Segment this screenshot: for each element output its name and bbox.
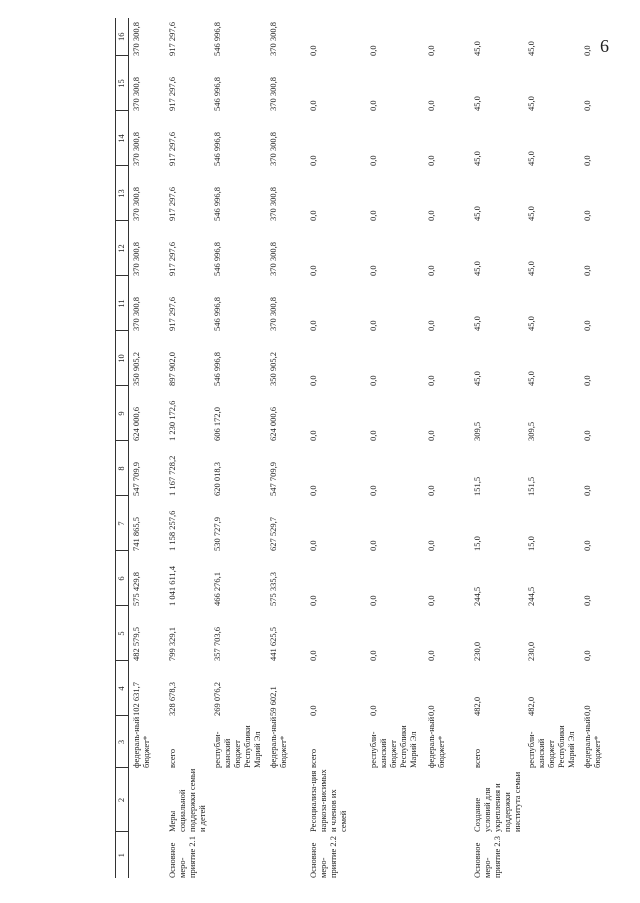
value-cell: 0,0	[307, 320, 318, 331]
value-cell: 45,0	[471, 371, 482, 386]
value-cell: 45,0	[525, 151, 536, 166]
value-cell: 0,0	[581, 485, 592, 496]
funding-source-cell: федераль-ный бюджет*	[581, 716, 602, 768]
value-cell: 0,0	[425, 430, 436, 441]
value-cell: 0,0	[425, 485, 436, 496]
funding-source-cell: федераль-ный бюджет*	[425, 716, 446, 768]
value-cell: 0,0	[367, 705, 378, 716]
value-cell: 0,0	[581, 265, 592, 276]
measure-name-cell	[210, 768, 266, 832]
measure-name-cell	[524, 768, 580, 832]
column-header: 12	[116, 221, 129, 276]
value-cell: 1 230 172,6	[166, 400, 177, 441]
value-cell: 0,0	[367, 650, 378, 661]
value-cell: 230,0	[471, 641, 482, 661]
value-cell: 45,0	[471, 261, 482, 276]
value-cell: 309,5	[471, 421, 482, 441]
funding-source-cell: федераль-ный бюджет*	[131, 716, 151, 768]
value-cell: 0,0	[367, 100, 378, 111]
value-cell: 1 158 257,6	[166, 510, 177, 551]
value-cell: 244,5	[471, 586, 482, 606]
value-cell: 45,0	[471, 151, 482, 166]
value-cell: 370 300,8	[131, 242, 141, 276]
measure-number-cell	[129, 832, 165, 878]
measure-number-cell	[366, 832, 424, 878]
measure-name-cell	[424, 768, 470, 832]
budget-table	[115, 18, 626, 878]
value-cell: 799 329,1	[166, 627, 177, 661]
measure-name-cell	[266, 768, 306, 832]
value-cell: 917 297,6	[166, 297, 177, 331]
table-row	[424, 18, 470, 878]
value-cell: 370 300,8	[131, 297, 141, 331]
value-cell: 0,0	[307, 210, 318, 221]
value-cell: 0,0	[367, 320, 378, 331]
funding-source-cell: всего	[471, 748, 482, 768]
value-cell: 1 167 728,2	[166, 455, 177, 496]
value-cell: 370 300,8	[131, 77, 141, 111]
value-cell: 59 602,1	[267, 686, 278, 716]
value-cell: 370 300,8	[267, 242, 278, 276]
value-cell: 0,0	[425, 595, 436, 606]
table-row	[306, 18, 366, 878]
value-cell: 357 703,6	[211, 627, 222, 661]
value-cell: 917 297,6	[166, 132, 177, 166]
measure-name-cell: Меры социальной поддержки семьи и детей	[166, 768, 207, 832]
value-cell: 45,0	[525, 371, 536, 386]
table-row	[129, 18, 165, 878]
value-cell: 627 529,7	[267, 517, 278, 551]
value-cell: 0,0	[307, 375, 318, 386]
value-cell: 45,0	[471, 96, 482, 111]
value-cell: 466 276,1	[211, 572, 222, 606]
value-cell: 230,0	[525, 641, 536, 661]
table-row	[266, 18, 306, 878]
value-cell: 546 996,8	[211, 242, 222, 276]
value-cell: 0,0	[581, 595, 592, 606]
value-cell: 370 300,8	[267, 187, 278, 221]
value-cell: 546 996,8	[211, 22, 222, 56]
value-cell: 741 865,5	[131, 517, 141, 551]
value-cell: 0,0	[581, 210, 592, 221]
column-header: 6	[116, 551, 129, 606]
value-cell: 546 996,8	[211, 187, 222, 221]
funding-source-cell: республи-канский бюджет Республики Марий Эл	[525, 725, 576, 768]
value-cell: 0,0	[425, 45, 436, 56]
column-header: 4	[116, 661, 129, 716]
measure-name-cell	[129, 768, 165, 832]
value-cell: 0,0	[425, 650, 436, 661]
value-cell: 0,0	[367, 485, 378, 496]
column-header: 14	[116, 111, 129, 166]
column-number-row	[116, 18, 129, 878]
value-cell: 917 297,6	[166, 22, 177, 56]
value-cell: 575 429,8	[131, 572, 141, 606]
table-row	[210, 18, 266, 878]
value-cell: 0,0	[425, 265, 436, 276]
value-cell: 0,0	[307, 540, 318, 551]
column-header: 15	[116, 56, 129, 111]
value-cell: 624 000,6	[131, 407, 141, 441]
value-cell: 1 041 611,4	[166, 565, 177, 606]
value-cell: 0,0	[581, 650, 592, 661]
value-cell: 0,0	[425, 705, 436, 716]
page-number: 6	[600, 36, 609, 56]
value-cell: 0,0	[367, 210, 378, 221]
value-cell: 530 727,9	[211, 517, 222, 551]
value-cell: 45,0	[471, 206, 482, 221]
value-cell: 370 300,8	[267, 22, 278, 56]
column-header: 10	[116, 331, 129, 386]
value-cell: 0,0	[581, 155, 592, 166]
funding-source-cell: федераль-ный бюджет*	[267, 716, 288, 768]
measure-number-cell	[424, 832, 470, 878]
column-header: 7	[116, 496, 129, 551]
value-cell: 370 300,8	[131, 22, 141, 56]
value-cell: 45,0	[471, 316, 482, 331]
value-cell: 0,0	[581, 45, 592, 56]
table-body	[129, 18, 626, 878]
value-cell: 546 996,8	[211, 297, 222, 331]
value-cell: 546 996,8	[211, 77, 222, 111]
value-cell: 0,0	[367, 595, 378, 606]
value-cell: 309,5	[525, 421, 536, 441]
measure-name-cell: Ресоциализа-ция наркоза-висимых и членов их семей	[307, 769, 348, 832]
value-cell: 45,0	[525, 316, 536, 331]
value-cell: 0,0	[425, 100, 436, 111]
value-cell: 45,0	[471, 41, 482, 56]
measure-name-cell: Создание условий для укрепления и поддержки института семьи	[471, 771, 522, 832]
value-cell: 244,5	[525, 586, 536, 606]
column-header: 11	[116, 276, 129, 331]
measure-number-cell	[524, 832, 580, 878]
value-cell: 102 631,7	[131, 682, 141, 716]
value-cell: 0,0	[307, 265, 318, 276]
value-cell: 0,0	[581, 540, 592, 551]
value-cell: 0,0	[307, 100, 318, 111]
value-cell: 0,0	[307, 705, 318, 716]
value-cell: 151,5	[525, 476, 536, 496]
column-header: 9	[116, 386, 129, 441]
value-cell: 370 300,8	[131, 187, 141, 221]
value-cell: 0,0	[581, 430, 592, 441]
funding-source-cell: республи-канский бюджет Республики Марий Эл	[211, 725, 262, 768]
column-header: 13	[116, 166, 129, 221]
value-cell: 0,0	[425, 540, 436, 551]
value-cell: 350 905,2	[267, 352, 278, 386]
value-cell: 45,0	[525, 96, 536, 111]
measure-number-cell	[266, 832, 306, 878]
value-cell: 547 709,9	[267, 462, 278, 496]
value-cell: 0,0	[367, 45, 378, 56]
measure-number-cell	[580, 832, 626, 878]
value-cell: 0,0	[307, 485, 318, 496]
value-cell: 0,0	[581, 320, 592, 331]
value-cell: 269 076,2	[211, 682, 222, 716]
value-cell: 370 300,8	[267, 132, 278, 166]
value-cell: 0,0	[367, 540, 378, 551]
value-cell: 897 902,0	[166, 352, 177, 386]
value-cell: 546 996,8	[211, 132, 222, 166]
measure-name-cell	[580, 768, 626, 832]
value-cell: 0,0	[307, 45, 318, 56]
value-cell: 482,0	[525, 696, 536, 716]
column-header: 2	[116, 768, 129, 832]
value-cell: 0,0	[581, 705, 592, 716]
value-cell: 0,0	[367, 430, 378, 441]
value-cell: 151,5	[471, 476, 482, 496]
value-cell: 0,0	[425, 155, 436, 166]
value-cell: 0,0	[307, 650, 318, 661]
column-header: 3	[116, 716, 129, 768]
column-header: 8	[116, 441, 129, 496]
value-cell: 0,0	[581, 100, 592, 111]
value-cell: 0,0	[367, 155, 378, 166]
table-row	[470, 18, 524, 878]
value-cell: 15,0	[471, 536, 482, 551]
value-cell: 575 335,3	[267, 572, 278, 606]
value-cell: 441 625,5	[267, 627, 278, 661]
value-cell: 0,0	[425, 375, 436, 386]
measure-number-cell: Основное меро-приятие 2.1	[166, 835, 197, 878]
value-cell: 0,0	[307, 155, 318, 166]
value-cell: 0,0	[367, 265, 378, 276]
value-cell: 546 996,8	[211, 352, 222, 386]
value-cell: 45,0	[525, 261, 536, 276]
measure-number-cell: Основное меро-приятие 2.3	[471, 835, 502, 878]
value-cell: 547 709,9	[131, 462, 141, 496]
column-header: 1	[116, 832, 129, 878]
value-cell: 624 000,6	[267, 407, 278, 441]
value-cell: 328 678,3	[166, 682, 177, 716]
value-cell: 917 297,6	[166, 242, 177, 276]
value-cell: 0,0	[581, 375, 592, 386]
table-row	[524, 18, 580, 878]
funding-source-cell: всего	[307, 748, 318, 768]
value-cell: 15,0	[525, 536, 536, 551]
value-cell: 606 172,0	[211, 407, 222, 441]
measure-number-cell	[210, 832, 266, 878]
value-cell: 917 297,6	[166, 187, 177, 221]
column-header: 16	[116, 18, 129, 56]
value-cell: 370 300,8	[267, 297, 278, 331]
column-header: 5	[116, 606, 129, 661]
table-row	[580, 18, 626, 878]
funding-source-cell: республи-канский бюджет Республики Марий Эл	[367, 725, 418, 768]
value-cell: 370 300,8	[131, 132, 141, 166]
value-cell: 45,0	[525, 206, 536, 221]
table-row	[366, 18, 424, 878]
measure-number-cell: Основное меро-приятие 2.2	[307, 835, 338, 878]
funding-source-cell: всего	[166, 748, 177, 768]
measure-name-cell	[366, 768, 424, 832]
value-cell: 350 905,2	[131, 352, 141, 386]
table-row	[165, 18, 210, 878]
value-cell: 370 300,8	[267, 77, 278, 111]
value-cell: 45,0	[525, 41, 536, 56]
value-cell: 0,0	[307, 595, 318, 606]
value-cell: 482 579,5	[131, 627, 141, 661]
value-cell: 620 018,3	[211, 462, 222, 496]
value-cell: 482,0	[471, 696, 482, 716]
value-cell: 0,0	[425, 320, 436, 331]
value-cell: 917 297,6	[166, 77, 177, 111]
value-cell: 0,0	[367, 375, 378, 386]
value-cell: 0,0	[307, 430, 318, 441]
rotated-table-container	[115, 22, 633, 878]
value-cell: 0,0	[425, 210, 436, 221]
